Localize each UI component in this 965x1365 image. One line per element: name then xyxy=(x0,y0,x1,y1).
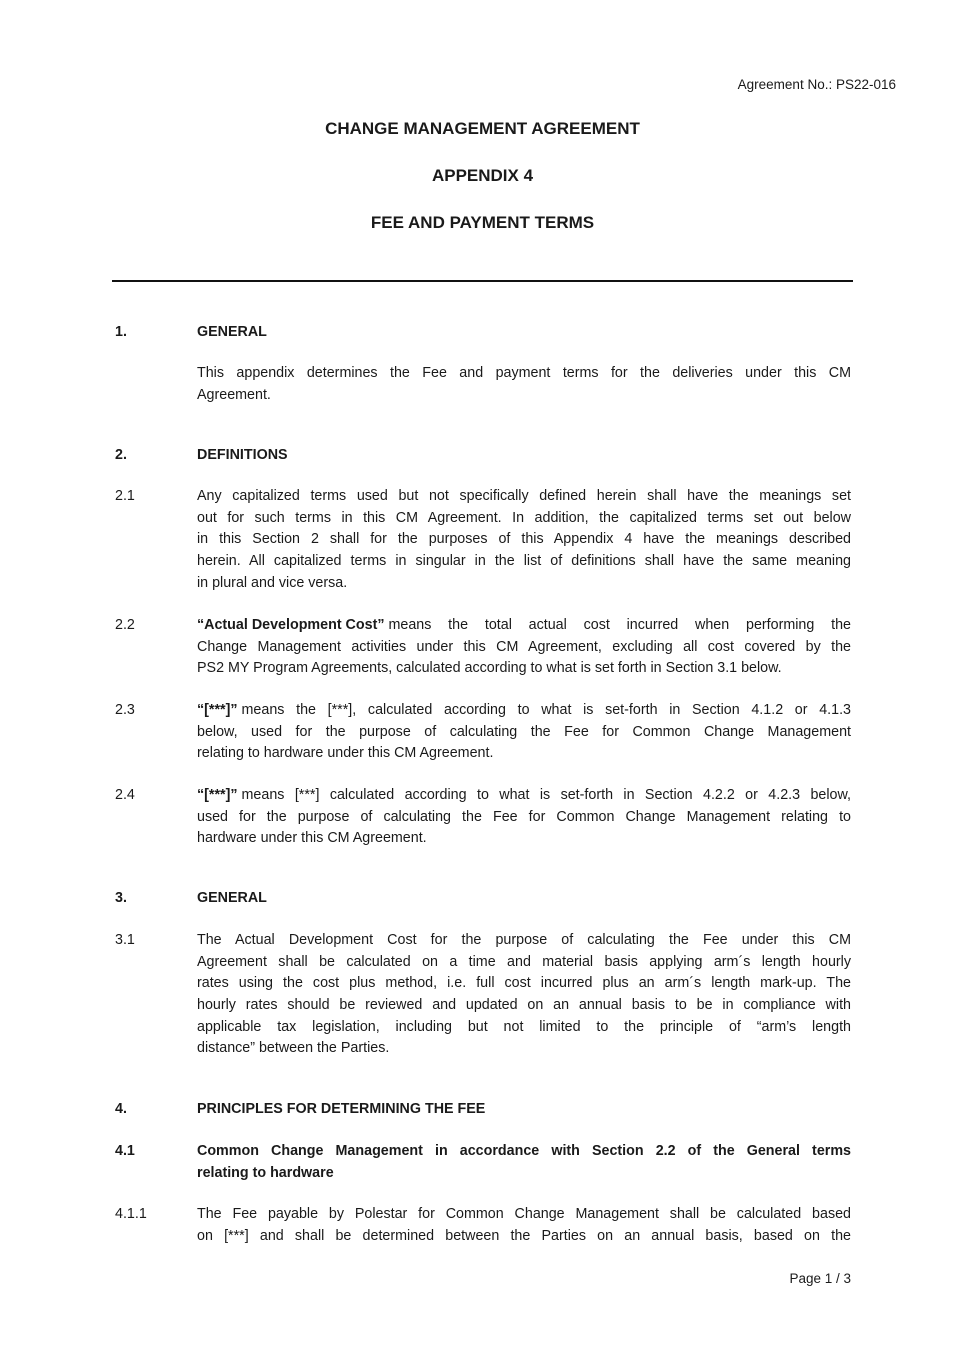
section-number: 4.1 xyxy=(115,1143,135,1159)
section-heading: GENERAL xyxy=(197,324,267,340)
text-line: distance” between the Parties. xyxy=(197,1040,390,1057)
text-line: below, used for the purpose of calculating the Fee for Common Change Management xyxy=(197,723,851,740)
section-number: 1. xyxy=(115,324,127,340)
text-line: herein. All capitalized terms in singular in the list of definitions shall have the same meaning xyxy=(197,553,851,570)
text-line: used for the purpose of calculating the Fee for Common Change Management relating to xyxy=(197,808,851,825)
section-number: 4.1.1 xyxy=(115,1206,147,1222)
section-heading: GENERAL xyxy=(197,890,267,906)
definition-text: means the total actual cost incurred when performing the xyxy=(388,617,851,633)
text-line: applicable tax legislation, including but not limited to the principle of “arm’s length xyxy=(197,1018,851,1035)
text-line: rates using the cost plus method, i.e. full cost incurred plus an arm´s length mark-up. The xyxy=(197,975,851,992)
text-line: out for such terms in this CM Agreement. In addition, the capitalized terms set out below xyxy=(197,509,851,526)
section-number: 3. xyxy=(115,890,127,906)
defined-term: “Actual Development Cost” xyxy=(197,617,385,633)
text-line: Agreement. xyxy=(197,386,271,403)
page-number: Page 1 / 3 xyxy=(789,1271,851,1286)
text-line: Change Management activities under this CM Agreement, excluding all cost covered by the xyxy=(197,638,851,655)
section-number: 2.1 xyxy=(115,488,135,504)
text-line: Agreement shall be calculated on a time and material basis applying arm´s length hourly xyxy=(197,953,851,970)
section-number: 2.2 xyxy=(115,617,135,633)
text-line: Common Change Management in accordance with Section 2.2 of the General terms xyxy=(197,1143,851,1159)
text-line: hourly rates should be reviewed and updated on an annual basis to be in compliance with xyxy=(197,997,851,1014)
text-line xyxy=(197,785,851,807)
paragraph xyxy=(197,363,851,406)
paragraph xyxy=(197,1204,851,1247)
agreement-number: Agreement No.: PS22-016 xyxy=(737,77,896,92)
paragraph xyxy=(197,486,851,594)
divider xyxy=(112,280,853,282)
section-number: 4. xyxy=(115,1101,127,1117)
section-number: 2.3 xyxy=(115,702,135,718)
paragraph xyxy=(197,615,851,680)
definition-text: means [***] calculated according to what is set-forth in Section 4.2.2 or 4.2.3 below, xyxy=(241,787,851,803)
text-line: relating to hardware under this CM Agreement. xyxy=(197,745,494,762)
text-line: The Actual Development Cost for the purpose of calculating the Fee under this CM xyxy=(197,932,851,948)
text-line: relating to hardware xyxy=(197,1164,334,1181)
paragraph xyxy=(197,1141,851,1184)
paragraph xyxy=(197,930,851,1060)
text-line xyxy=(197,615,851,637)
text-line: This appendix determines the Fee and payment terms for the deliveries under this CM xyxy=(197,365,851,381)
section-number: 2. xyxy=(115,447,127,463)
text-line: in plural and vice versa. xyxy=(197,574,348,591)
text-line xyxy=(197,700,851,722)
defined-term: “[***]” xyxy=(197,702,238,718)
section-heading: DEFINITIONS xyxy=(197,447,288,463)
text-line: PS2 MY Program Agreements, calculated according to what is set forth in Section 3.1 below. xyxy=(197,660,782,677)
defined-term: “[***]” xyxy=(197,787,238,803)
section-number: 2.4 xyxy=(115,787,135,803)
text-line: The Fee payable by Polestar for Common Change Management shall be calculated based xyxy=(197,1206,851,1222)
text-line: in this Section 2 shall for the purposes of this Appendix 4 have the meanings described xyxy=(197,531,851,548)
text-line: Any capitalized terms used but not specifically defined herein shall have the meanings set xyxy=(197,488,851,504)
section-heading: PRINCIPLES FOR DETERMINING THE FEE xyxy=(197,1101,486,1117)
section-title: FEE AND PAYMENT TERMS xyxy=(370,213,595,232)
text-line: hardware under this CM Agreement. xyxy=(197,830,427,847)
definition-text: means the [***], calculated according to what is set-forth in Section 4.1.2 or 4.1.3 xyxy=(241,702,851,718)
paragraph xyxy=(197,785,851,850)
section-number: 3.1 xyxy=(115,932,135,948)
text-line: on [***] and shall be determined between the Parties on an annual basis, based on the xyxy=(197,1227,851,1244)
document-title: CHANGE MANAGEMENT AGREEMENT xyxy=(325,119,640,138)
paragraph xyxy=(197,700,851,765)
appendix-title: APPENDIX 4 xyxy=(431,166,534,185)
